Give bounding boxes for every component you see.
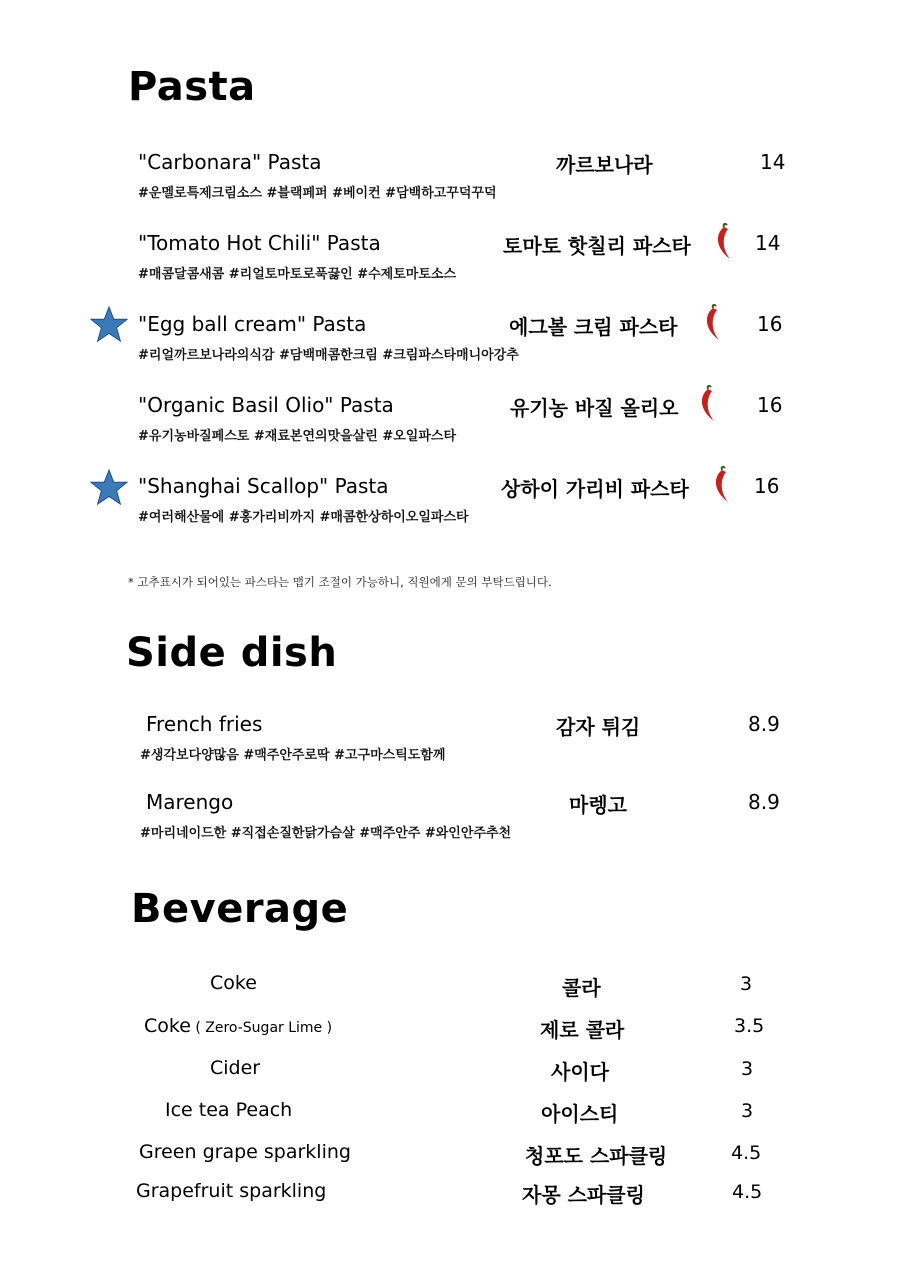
pasta-item-kr: 까르보나라 bbox=[556, 153, 653, 177]
pasta-item-tags: #운멜로특제크림소스 #블랙페퍼 #베이컨 #담백하고꾸덕꾸덕 bbox=[138, 186, 497, 201]
side-item-price: 8.9 bbox=[748, 712, 780, 736]
beverage-item-kr: 자몽 스파클링 bbox=[522, 1183, 645, 1207]
chili-pepper-icon bbox=[696, 383, 720, 423]
side-section-title: Side dish bbox=[126, 630, 338, 676]
pasta-item-kr: 토마토 핫칠리 파스타 bbox=[503, 234, 691, 258]
pasta-item-price: 14 bbox=[760, 150, 786, 174]
pasta-item-tags: #여러해산물에 #홍가리비까지 #매콤한상하이오일파스타 bbox=[138, 510, 469, 525]
beverage-item-name: Cider bbox=[210, 1057, 261, 1079]
pasta-item-kr: 유기농 바질 올리오 bbox=[510, 396, 679, 420]
pasta-item-name: "Organic Basil Olio" Pasta bbox=[138, 393, 394, 417]
beverage-item-kr: 사이다 bbox=[551, 1060, 609, 1084]
pasta-item-kr: 에그볼 크림 파스타 bbox=[509, 315, 678, 339]
side-item-kr: 감자 튀김 bbox=[556, 715, 641, 739]
pasta-item-price: 16 bbox=[757, 393, 783, 417]
beverage-item-price: 3.5 bbox=[734, 1015, 765, 1037]
pasta-item-tags: #유기농바질페스토 #재료본연의맛을살린 #오일파스타 bbox=[138, 429, 457, 444]
beverage-item-price: 3 bbox=[740, 973, 753, 995]
beverage-section-title: Beverage bbox=[131, 886, 349, 932]
chili-pepper-icon bbox=[712, 221, 736, 261]
side-item-name: French fries bbox=[146, 712, 263, 736]
pasta-item-name: "Tomato Hot Chili" Pasta bbox=[138, 231, 381, 255]
pasta-item-tags: #리얼까르보나라의식감 #담백매콤한크림 #크림파스타매니아강추 bbox=[138, 348, 519, 363]
beverage-item-price: 4.5 bbox=[732, 1181, 763, 1203]
pasta-section-title: Pasta bbox=[128, 64, 256, 110]
pasta-item-kr: 상하이 가리비 파스타 bbox=[501, 477, 689, 501]
side-item-kr: 마렝고 bbox=[569, 793, 627, 817]
pasta-item-price: 16 bbox=[757, 312, 783, 336]
pasta-item-name: "Carbonara" Pasta bbox=[138, 150, 322, 174]
chili-pepper-icon bbox=[701, 302, 725, 342]
beverage-item-main: Coke bbox=[144, 1015, 191, 1037]
side-item-tags: #생각보다양많음 #맥주안주로딱 #고구마스틱도함께 bbox=[140, 748, 446, 763]
pasta-item-price: 16 bbox=[754, 474, 780, 498]
side-item-tags: #마리네이드한 #직접손질한닭가슴살 #맥주안주 #와인안주추천 bbox=[140, 826, 512, 841]
chili-pepper-icon bbox=[710, 464, 734, 504]
spicy-note: * 고추표시가 되어있는 파스타는 맵기 조절이 가능하니, 직원에게 문의 부탁드립니다. bbox=[128, 575, 552, 589]
beverage-item-name: Coke bbox=[210, 972, 257, 994]
star-icon bbox=[90, 305, 128, 343]
beverage-item-price: 3 bbox=[741, 1100, 754, 1122]
beverage-item-sub: ( Zero-Sugar Lime ) bbox=[190, 1020, 333, 1036]
pasta-item-name: "Egg ball cream" Pasta bbox=[138, 312, 367, 336]
beverage-item-kr: 제로 콜라 bbox=[540, 1018, 625, 1042]
pasta-item-price: 14 bbox=[755, 231, 781, 255]
side-item-name: Marengo bbox=[146, 790, 234, 814]
beverage-item-kr: 콜라 bbox=[562, 976, 601, 1000]
beverage-item-price: 4.5 bbox=[731, 1142, 762, 1164]
beverage-item-kr: 아이스티 bbox=[541, 1102, 619, 1126]
pasta-item-name: "Shanghai Scallop" Pasta bbox=[138, 474, 389, 498]
star-icon bbox=[90, 468, 128, 506]
side-item-price: 8.9 bbox=[748, 790, 780, 814]
beverage-item-name: Ice tea Peach bbox=[165, 1099, 293, 1121]
beverage-item-kr: 청포도 스파클링 bbox=[525, 1144, 668, 1168]
beverage-item-price: 3 bbox=[741, 1058, 754, 1080]
beverage-item-name: Green grape sparkling bbox=[139, 1141, 351, 1163]
beverage-item-name: Grapefruit sparkling bbox=[136, 1180, 327, 1202]
pasta-item-tags: #매콤달콤새콤 #리얼토마토로푹끓인 #수제토마토소스 bbox=[138, 267, 457, 282]
beverage-item-name bbox=[144, 1015, 332, 1037]
